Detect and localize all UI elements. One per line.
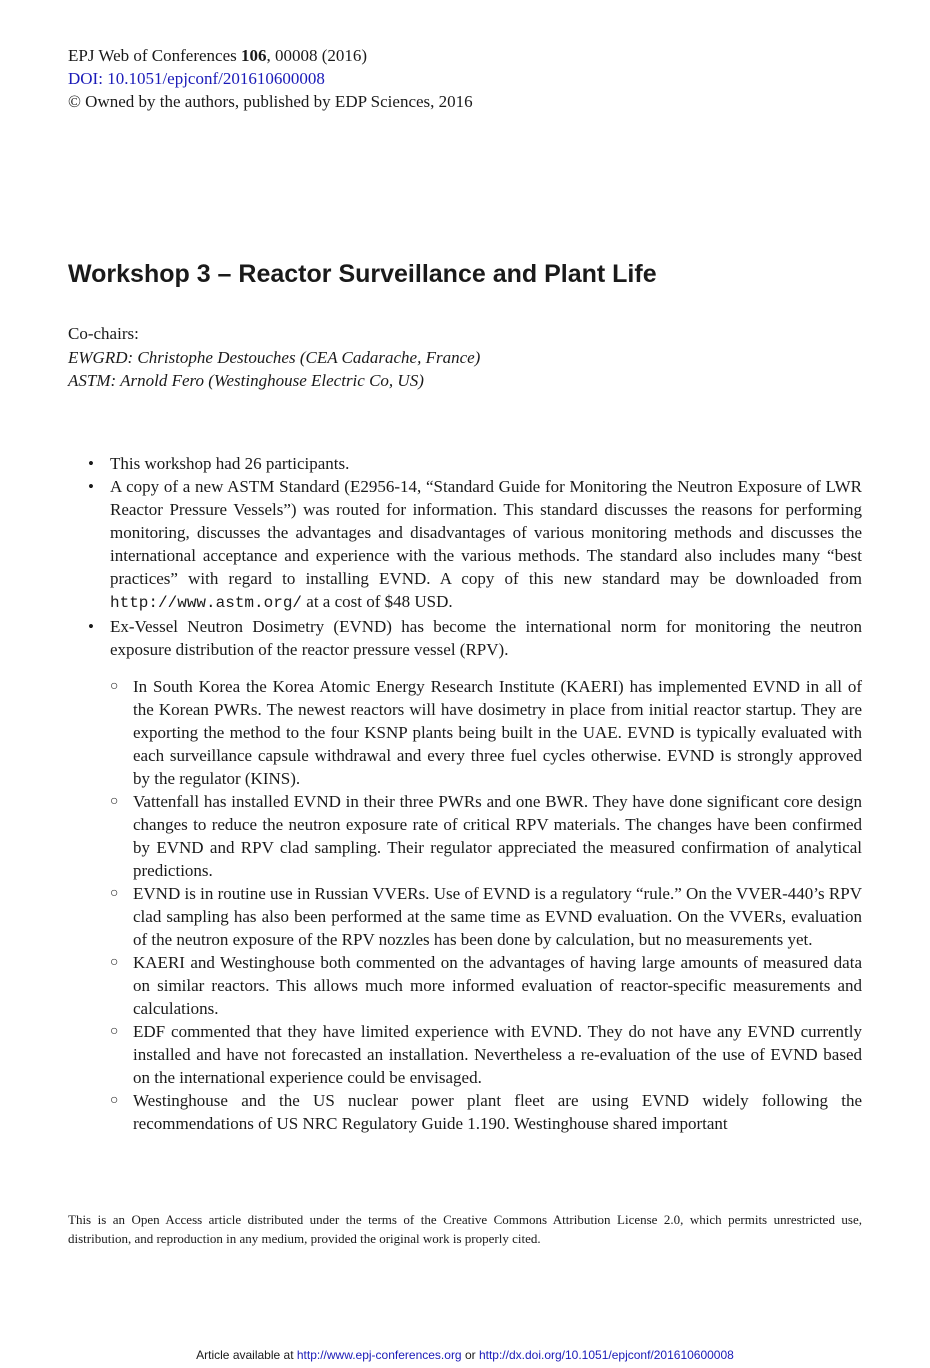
cochair-ewgrd: EWGRD: Christophe Destouches (CEA Cadarache, France) (68, 347, 481, 367)
sub-bullet-vver: EVND is in routine use in Russian VVERs. Use of EVND is a regulatory “rule.” On the VVER-440’s RPV clad sampling has also been performed at the same time as EVND evaluation. On the VVERs, evaluation of the neutron exposure of the RPV nozzles has been done by calculation, but no measurements yet. (133, 884, 862, 949)
list-item (88, 790, 862, 882)
sub-bullet-marker: ○ (110, 679, 119, 694)
copyright-line: © Owned by the authors, published by EDP Sciences, 2016 (68, 92, 473, 111)
article-number: , 00008 (2016) (266, 46, 368, 65)
list-item (88, 882, 862, 951)
sub-bullet-marker: ○ (110, 1024, 119, 1039)
journal-volume: 106 (241, 46, 267, 65)
page-header (68, 44, 473, 113)
sub-bullet-westinghouse: Westinghouse and the US nuclear power plant fleet are using EVND widely following the recommendations of US NRC Regulatory Guide 1.190. Westinghouse shared important (133, 1091, 862, 1133)
sub-bullet-list (110, 675, 862, 1135)
sub-bullet-edf: EDF commented that they have limited experience with EVND. They do not have any EVND currently installed and have not forecasted an installation. Nevertheless a re-evaluation of the use of EVND based on the international experience could be envisaged. (133, 1022, 862, 1087)
list-item (88, 951, 862, 1020)
bullet-text-cost: at a cost of $48 USD. (302, 592, 453, 611)
cochair-astm: ASTM: Arnold Fero (Westinghouse Electric Co, US) (68, 371, 424, 390)
list-item (88, 615, 862, 1135)
page-title: Workshop 3 – Reactor Surveillance and Plant Life (68, 260, 657, 288)
doi-link[interactable]: DOI: 10.1051/epjconf/201610600008 (68, 69, 325, 88)
list-item (88, 452, 862, 475)
license-notice: This is an Open Access article distributed under the terms of the Creative Commons Attribution License 2.0, which permits unrestricted use, distribution, and reproduction in any medium, provided the original work is properly cited. (68, 1212, 862, 1246)
footer-prefix: Article available at (196, 1348, 297, 1362)
bullet-list (88, 452, 862, 1135)
article-availability-footer (0, 1348, 930, 1362)
sub-bullet-vattenfall: Vattenfall has installed EVND in their three PWRs and one BWR. They have done significant core design changes to reduce the neutron exposure rate of critical RPV materials. The changes have been confirmed by EVND and RPV clad sampling. Their regulator appreciated the measured confirmation of analytical predictions. (133, 792, 862, 880)
epj-conferences-link[interactable]: http://www.epj-conferences.org (296, 1348, 462, 1362)
sub-bullet-marker: ○ (110, 794, 119, 809)
cochairs-label: Co-chairs: (68, 324, 139, 343)
sub-bullet-marker: ○ (110, 955, 119, 970)
bullet-text-participants: This workshop had 26 participants. (110, 454, 350, 473)
bullet-text-evnd: Ex-Vessel Neutron Dosimetry (EVND) has become the international norm for monitoring the neutron exposure distribution of the reactor pressure vessel (RPV). (110, 617, 862, 659)
bullet-marker: • (88, 477, 94, 496)
list-item (88, 1020, 862, 1089)
bullet-marker: • (88, 454, 94, 473)
sub-bullet-marker: ○ (110, 1093, 119, 1108)
journal-line (68, 44, 473, 67)
bullet-text-astm-standard: A copy of a new ASTM Standard (E2956-14, “Standard Guide for Monitoring the Neutron Exposure of LWR Reactor Pressure Vessels”) was routed for information. This standard discusses the reasons for performing monitoring, discusses the advantages and disadvantages of various monitoring methods and discusses the international acceptance and experience with the various methods. The standard also includes many “best practices” with regard to installing EVND. A copy of this new standard may be downloaded from (110, 477, 862, 588)
astm-url-link[interactable]: http://www.astm.org/ (110, 594, 303, 612)
sub-bullet-korea: In South Korea the Korea Atomic Energy Research Institute (KAERI) has implemented EVND in all of the Korean PWRs. The newest reactors will have dosimetry in place from initial reactor startup. They are exporting the method to the four KSNP plants being built in the UAE. EVND is typically evaluated with each surveillance capsule withdrawal and every three fuel cycles otherwise. EVND is strongly approved by the regulator (KINS). (133, 677, 862, 788)
cochairs-block (68, 322, 480, 393)
sub-bullet-kaeri: KAERI and Westinghouse both commented on the advantages of having large amounts of measured data on similar reactors. This allows much more informed evaluation of reactor-specific measurements and calculations. (133, 953, 862, 1018)
list-item (88, 1089, 862, 1135)
list-item (88, 675, 862, 790)
bullet-marker: • (88, 617, 94, 636)
doi-article-link[interactable]: http://dx.doi.org/10.1051/epjconf/201610600008 (478, 1348, 734, 1362)
list-item (88, 475, 862, 615)
footer-or: or (461, 1348, 479, 1362)
journal-name: EPJ Web of Conferences (68, 46, 241, 65)
body-text (88, 452, 862, 1135)
sub-bullet-marker: ○ (110, 886, 119, 901)
